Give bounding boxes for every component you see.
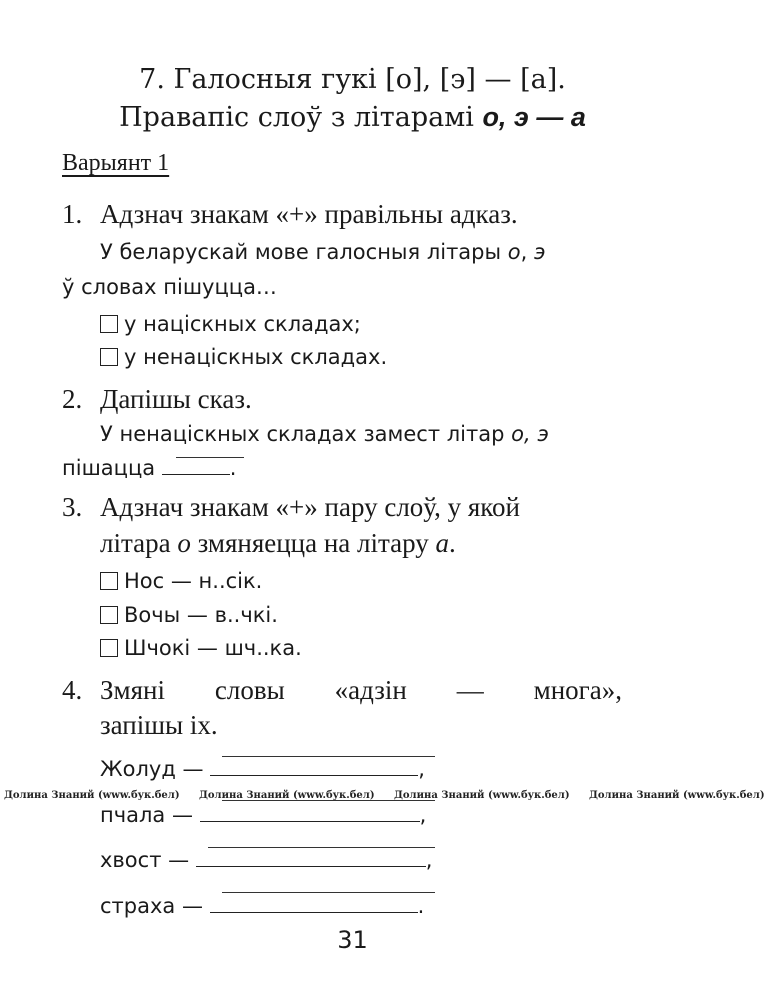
word-2-answer-line[interactable] — [200, 821, 420, 822]
answer-blank-2[interactable] — [162, 474, 230, 475]
word-4-answer-line[interactable] — [210, 912, 418, 913]
task-3-number: 3. — [62, 492, 83, 522]
task-1 — [0, 199, 705, 235]
word-4-label: страха — — [100, 894, 203, 918]
word-1-punct: , — [418, 757, 425, 781]
variant-heading: Варыянт 1 — [62, 150, 170, 176]
task-3-option-1[interactable] — [100, 569, 262, 593]
task-2-period: . — [229, 456, 237, 480]
task-1-option-2-label: у ненаціскных складах. — [124, 345, 388, 369]
task-4-word-3: «адзін — [334, 675, 407, 705]
task-2-letters: о, э — [511, 422, 549, 446]
task-2-text-prefix: У ненаціскных складах замест літар — [100, 422, 512, 446]
task-4-word-5: многа», — [533, 675, 622, 705]
task-4-instruction-line-2: запішы іх. — [100, 710, 218, 740]
task-2-text-line-2 — [62, 456, 236, 480]
title-line-2 — [0, 102, 705, 133]
watermark-4: Долина Знаний (www.бук.бел) — [589, 790, 765, 801]
word-row-4 — [100, 894, 424, 918]
title-letters: о, э — а — [482, 102, 586, 132]
task-3-instruction-line-1: Адзнач знакам «+» пару слоў, у якой — [100, 492, 520, 522]
task-3-option-2[interactable] — [100, 603, 278, 627]
task-3-letter-o: о — [177, 528, 191, 558]
task-1-comma: , — [520, 240, 534, 264]
task-3-instruction-line-2 — [100, 528, 456, 559]
checkbox-1-1[interactable] — [100, 315, 118, 333]
word-4-punct: . — [417, 894, 425, 918]
task-1-letter-o: о — [507, 240, 521, 264]
task-1-text-line-1 — [100, 240, 546, 264]
task-1-text-prefix: У беларускай мове галосныя літары — [100, 240, 508, 264]
word-4-top-rule — [222, 892, 435, 893]
checkbox-3-2[interactable] — [100, 606, 118, 624]
watermark-1: Долина Знаний (www.бук.бел) — [4, 790, 180, 801]
task-1-option-2[interactable] — [100, 345, 387, 369]
task-3-text-a: літара — [100, 528, 178, 558]
word-3-answer-line[interactable] — [196, 866, 426, 867]
task-3-option-1-label: Нос — н..сік. — [124, 569, 263, 593]
word-2-punct: , — [419, 803, 427, 827]
answer-blank-2-top-rule — [176, 457, 244, 458]
title-line-1: 7. Галосныя гукі [о], [э] — [а]. — [139, 64, 566, 95]
checkbox-3-1[interactable] — [100, 572, 118, 590]
task-3-text-b: змяняецца на літару — [190, 528, 436, 558]
task-3-option-2-label: Вочы — в..чкі. — [124, 603, 278, 627]
watermark-2: Долина Знаний (www.бук.бел) — [199, 790, 375, 801]
page-number: 31 — [337, 926, 368, 954]
task-2 — [0, 384, 705, 420]
word-row-3 — [100, 848, 432, 872]
task-1-letter-e: э — [533, 240, 546, 264]
task-3-option-3-label: Шчокі — шч..ка. — [124, 636, 302, 660]
watermark-3: Долина Знаний (www.бук.бел) — [394, 790, 570, 801]
task-3-option-3[interactable] — [100, 636, 302, 660]
task-4-word-2: словы — [214, 675, 285, 705]
task-2-text-prefix-2: пішацца — [62, 456, 162, 480]
task-4-word-1: Змяні — [100, 675, 165, 705]
task-1-option-1[interactable] — [100, 312, 361, 336]
word-row-2 — [100, 803, 426, 827]
task-4-dash: — — [456, 675, 484, 705]
checkbox-1-2[interactable] — [100, 348, 118, 366]
task-3-period: . — [449, 528, 456, 558]
word-2-label: пчала — — [100, 803, 193, 827]
title-line-2-prefix: Правапіс слоў з літарамі — [119, 102, 483, 133]
task-1-instruction: Адзнач знакам «+» правільны адказ. — [100, 199, 518, 229]
word-3-label: хвост — — [100, 848, 190, 872]
task-4-instruction-line-1 — [100, 675, 622, 706]
checkbox-3-3[interactable] — [100, 639, 118, 657]
task-3-letter-a: а — [435, 528, 450, 558]
task-2-instruction: Дапішы сказ. — [100, 384, 252, 414]
word-1-label: Жолуд — — [100, 757, 204, 781]
word-row-1 — [100, 757, 425, 781]
task-2-number: 2. — [62, 384, 83, 414]
task-4-number: 4. — [62, 675, 83, 705]
word-3-punct: , — [425, 848, 433, 872]
task-1-number: 1. — [62, 199, 83, 229]
task-1-option-1-label: у націскных складах; — [124, 312, 361, 336]
task-1-text-line-2: ў словах пішуцца… — [62, 275, 277, 299]
task-2-text-line-1 — [100, 422, 549, 446]
word-1-answer-line[interactable] — [210, 775, 418, 776]
